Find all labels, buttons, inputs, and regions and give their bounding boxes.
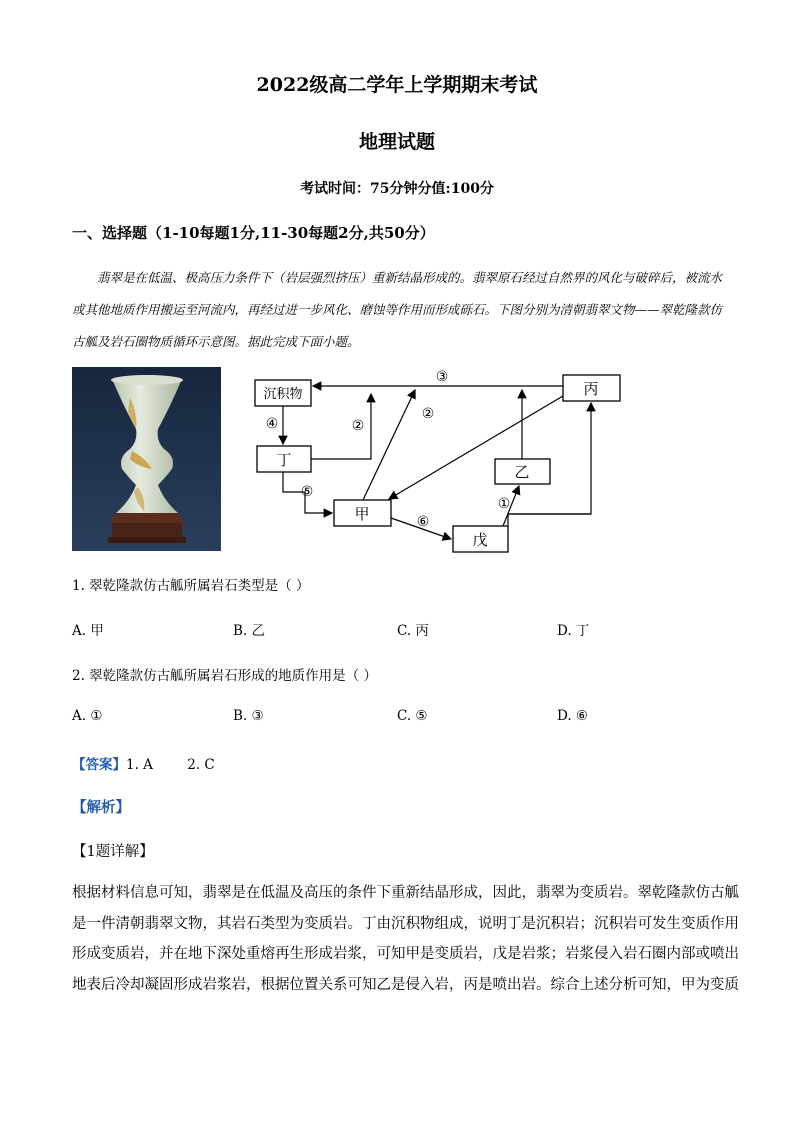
- q1-option-b[interactable]: B. 乙: [233, 623, 266, 639]
- q1-option-a[interactable]: A. 甲: [72, 623, 104, 639]
- section-heading: 一、选择题（1-10每题1分,11-30每题2分,共50分）: [72, 224, 435, 242]
- rock-cycle-diagram: [245, 362, 635, 562]
- exam-title: 2022级高二学年上学期期末考试: [256, 74, 538, 96]
- answer-line: [72, 753, 215, 773]
- question-1-stem: 1. 翠乾隆款仿古觚所属岩石类型是（ ）: [72, 578, 310, 594]
- answer-tag: 【答案】: [72, 757, 126, 773]
- label-sediment: 沉积物: [263, 387, 303, 402]
- q2-option-b[interactable]: B. ③: [233, 708, 264, 724]
- analysis-line-4: 地表后冷却凝固形成岩浆岩，根据位置关系可知乙是侵入岩，丙是喷出岩。综合上述分析可知，甲为变质: [72, 976, 739, 993]
- arrow-label-2b: ②: [421, 406, 435, 422]
- label-jia: 甲: [354, 505, 370, 523]
- arrow-label-3: ③: [435, 369, 449, 385]
- analysis-line-2: 是一件清朝翡翠文物，其岩石类型为变质岩。丁由沉积物组成，说明丁是沉积岩；沉积岩可发生变质作用: [72, 915, 739, 932]
- q1-option-c[interactable]: C. 丙: [397, 623, 429, 639]
- analysis-tag: 【解析】: [72, 799, 130, 816]
- jade-vase-photo: [72, 367, 221, 551]
- label-wu: 戊: [472, 531, 488, 549]
- arrow-label-6: ⑥: [416, 514, 430, 530]
- label-ding: 丁: [276, 451, 292, 469]
- arrow-label-4: ④: [265, 416, 279, 432]
- arrow-label-1: ①: [497, 496, 511, 512]
- analysis-line-1: 根据材料信息可知，翡翠是在低温及高压的条件下重新结晶形成，因此，翡翠为变质岩。翠乾隆款仿古觚: [72, 885, 739, 901]
- q2-option-c[interactable]: C. ⑤: [397, 708, 428, 724]
- exam-info: 考试时间：75分钟分值:100分: [300, 181, 494, 197]
- question-2-stem: 2. 翠乾隆款仿古觚所属岩石形成的地质作用是（ ）: [72, 668, 377, 684]
- analysis-body: [72, 878, 739, 1000]
- analysis-line-3: 形成变质岩，并在地下深处重熔再生形成岩浆，可知甲是变质岩，戊是岩浆；岩浆侵入岩石圈内部或喷出: [72, 946, 739, 962]
- label-bing: 丙: [583, 380, 599, 398]
- subject-title: 地理试题: [358, 131, 435, 153]
- q2-option-a[interactable]: A. ①: [72, 708, 103, 724]
- material-paragraph: 翡翠是在低温、极高压力条件下（岩层强烈挤压）重新结晶形成的。翡翠原石经过自然界的风化与破碎后，被流水或其他地质作用搬运至河流内，再经过进一步风化、磨蚀等作用而形成砾石。下图分别为清朝翡翠文物——翠乾隆款仿古觚及岩石圈物质循环示意图。据此完成下面小题。: [72, 270, 723, 349]
- detail-tag-q1: 【1题详解】: [72, 844, 154, 860]
- arrow-label-5: ⑤: [300, 484, 314, 500]
- arrow-label-2a: ②: [351, 418, 365, 434]
- label-yi: 乙: [514, 463, 530, 481]
- q1-option-d[interactable]: D. 丁: [557, 623, 590, 639]
- q2-option-d[interactable]: D. ⑥: [557, 708, 589, 724]
- answer-text: 1. A 2. C: [126, 757, 215, 773]
